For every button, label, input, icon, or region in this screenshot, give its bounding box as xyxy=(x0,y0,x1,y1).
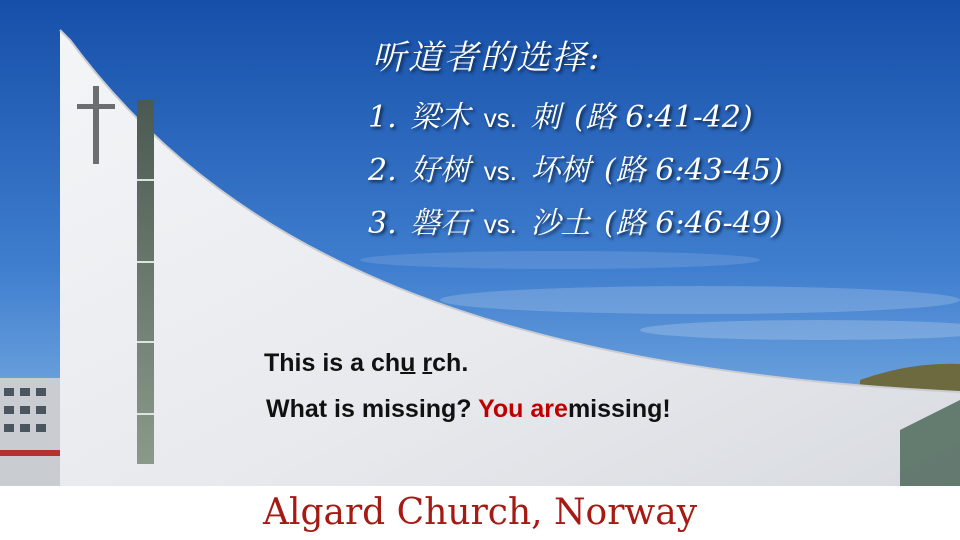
item-reference: (路 6:46-49) xyxy=(604,206,783,241)
missing-line xyxy=(266,395,671,424)
item-number: 1. xyxy=(368,100,397,135)
item-reference: (路 6:43-45) xyxy=(604,153,783,188)
item-vs: vs. xyxy=(483,103,517,133)
item-number: 2. xyxy=(368,153,397,188)
church-line-u: u xyxy=(400,349,416,377)
list-item xyxy=(368,202,787,255)
item-vs: vs. xyxy=(483,209,517,239)
item-option-a: 磐石 xyxy=(410,206,471,241)
church-line xyxy=(264,349,468,378)
item-option-a: 梁木 xyxy=(410,100,471,135)
item-vs: vs. xyxy=(483,156,517,186)
photo-caption: Algard Church, Norway xyxy=(262,492,698,533)
item-option-b: 刺 xyxy=(530,100,561,135)
church-line-end: ch. xyxy=(432,349,469,377)
missing-question: What is missing? xyxy=(266,395,472,423)
item-option-b: 沙土 xyxy=(530,206,591,241)
item-number: 3. xyxy=(368,206,397,241)
church-line-r: r xyxy=(422,349,433,377)
slide-title: 听道者的选择: xyxy=(372,38,602,78)
list-item xyxy=(368,96,787,149)
list-item xyxy=(368,149,787,202)
item-option-b: 坏树 xyxy=(530,153,591,188)
item-option-a: 好树 xyxy=(410,153,471,188)
item-reference: (路 6:41-42) xyxy=(574,100,753,135)
church-line-start: This is a ch xyxy=(264,349,401,377)
choices-list xyxy=(368,96,787,255)
missing-answer-red: You are xyxy=(478,395,568,423)
missing-answer-end: missing! xyxy=(567,395,671,423)
